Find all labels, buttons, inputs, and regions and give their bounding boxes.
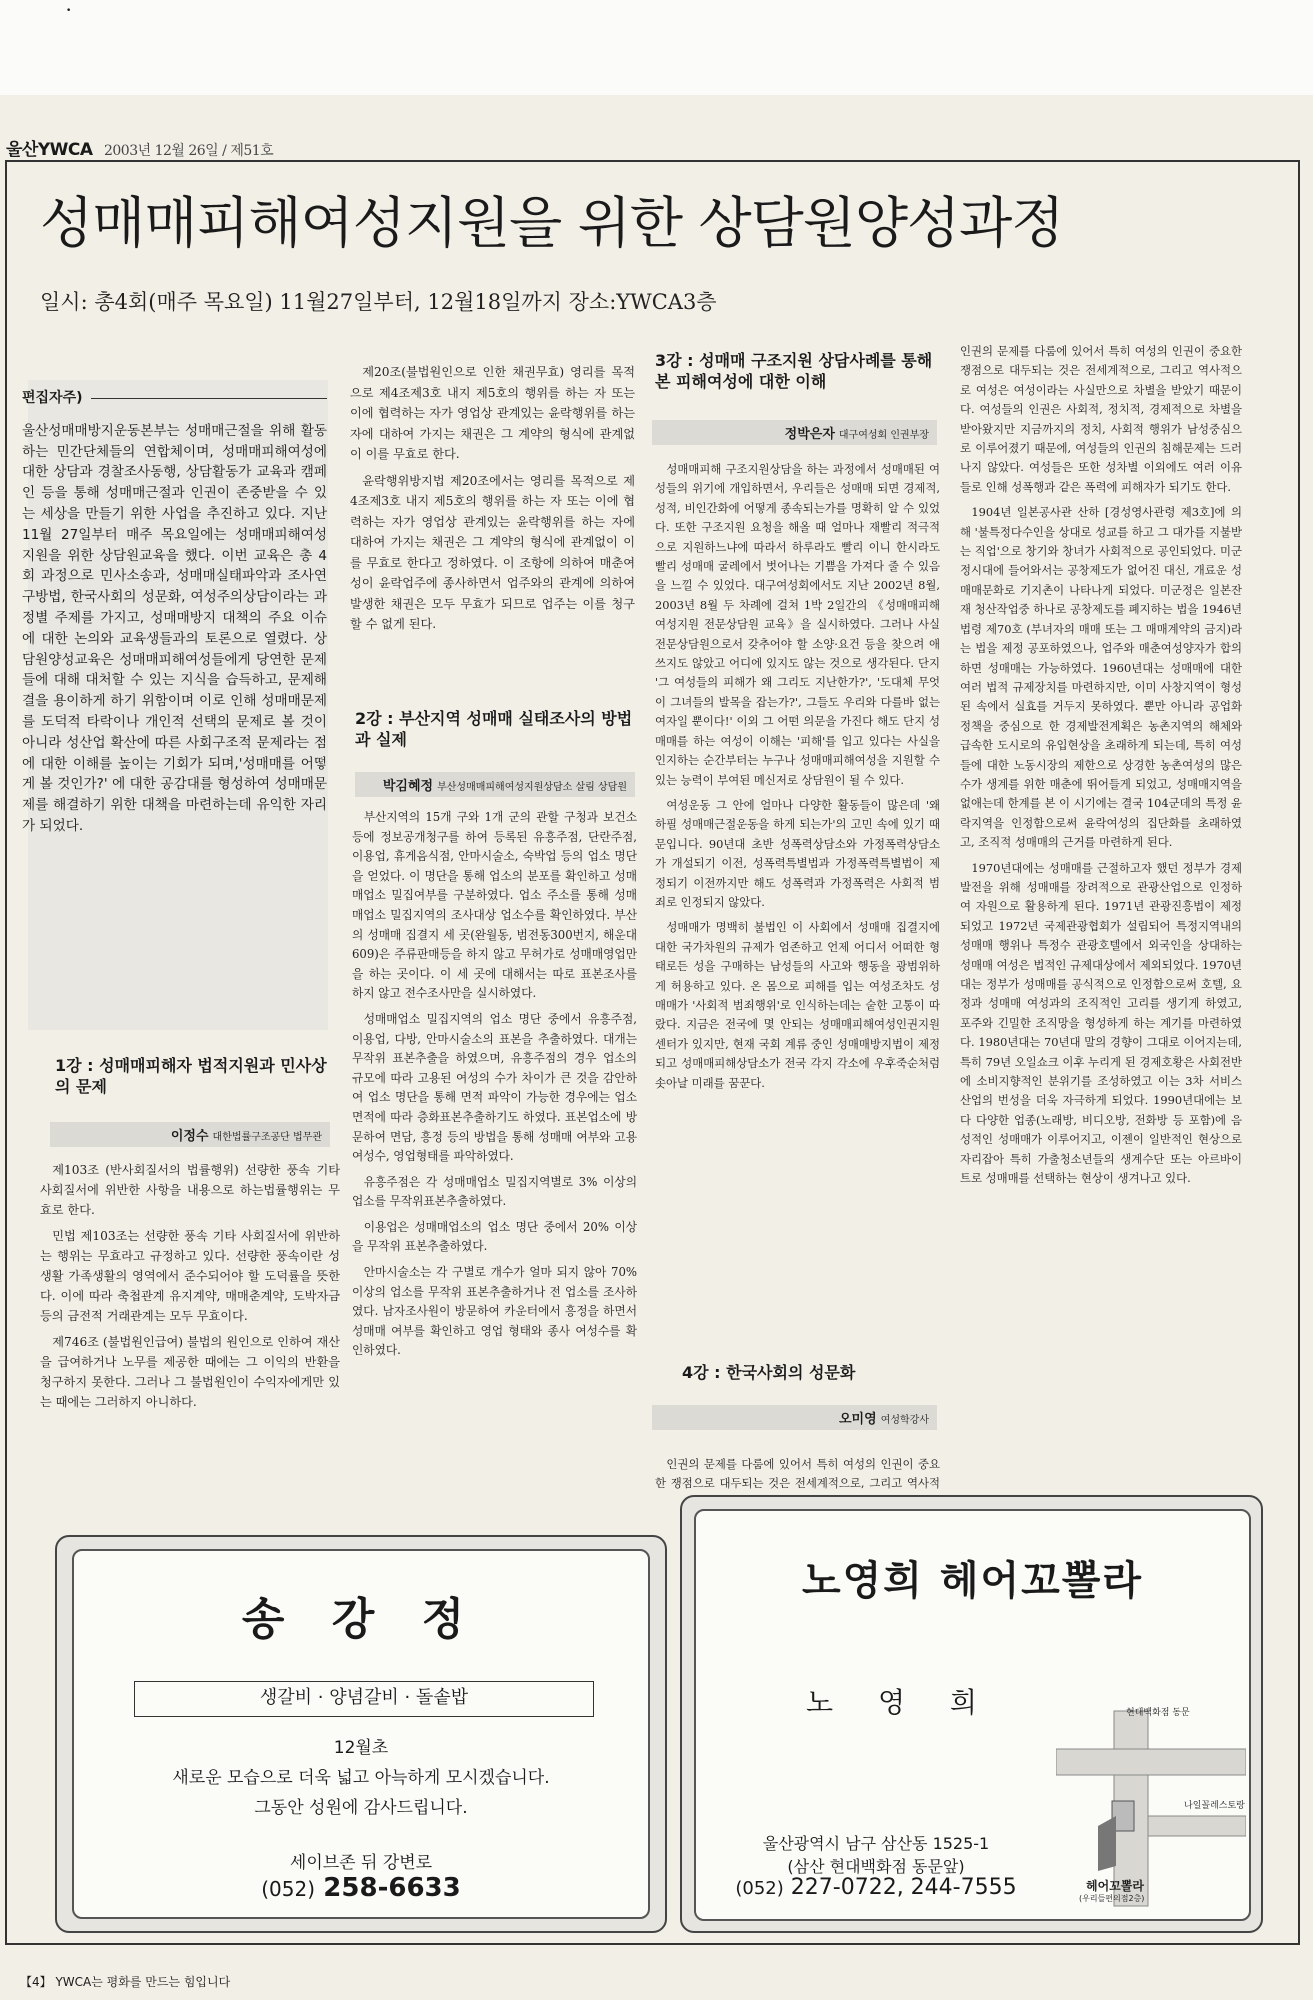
ad-address: 울산광역시 남구 삼산동 1525-1 — [762, 1834, 990, 1853]
lecture2-body — [352, 808, 637, 1367]
editor-note-body: 울산성매매방지운동본부는 성매매근절을 위해 활동하는 민간단체들의 연합체이며, 성매매피해여성에 대한 상담과 경찰조사동행, 상담활동가 교육과 캠페인 등을 통해 성매매근절과 인권이 존중받을 수 있는 세상을 만들기 위한 사업을 추진하고 있다. 지난 11월 27일부터 매주 목요일에는 성매매피해여성 지원을 위한 상담원교육을 했다. 이번 교육은 총 4회 과정으로 민사소송과, 성매매실태파악과 조사연구방법, 한국사회의 성문화, 여성주의상담이라는 과정별 주제를 가지고, 성매매방지 대책의 주요 이슈에 대한 논의와 교육생들과의 토론으로 열렸다. 상담원양성교육은 성매매피해여성들에게 당연한 문제들에 대해 대처할 수 있는 지식을 습득하고, 문제해결을 용이하게 하기 위함이며 이로 인해 성매매문제를 도덕적 타락이나 개인적 선택의 문제로 볼 것이 아니라 성산업 확산에 따른 사회구조적 문제라는 점에 대한 이해를 높이는 기회가 되며,'성매매를 어떻게 볼 것인가?' 에 대한 공감대를 형성하여 성매매문제를 해결하기 위한 대책을 마련하는데 유익한 자리가 되었다. — [22, 422, 328, 834]
paragraph: 성매매가 명백히 불법인 이 사회에서 성매매 집결지에 대한 국가차원의 규제가 엄존하고 언제 어디서 어떠한 형태로든 성을 구매하는 남성들의 사고와 행동을 광범위하게 허용하고 있다. 온 몸으로 피해를 입는 여성조차도 성매매가 '사회적 범죄행위'로 인식하는데는 숱한 고통이 따랐다. 지금은 전국에 몇 안되는 성매매피해여성인권지원센터가 있지만, 현재 국회 계류 중인 성매매방지법이 제정되고 성매매피해상담소가 전국 각지 각소에 우후죽순처럼 솟아날 미래를 꿈꾼다. — [655, 920, 940, 1090]
map-label-shop: 헤어꼬뽈라 — [1086, 1879, 1144, 1893]
paragraph: 부산지역의 15개 구와 1개 군의 관할 구청과 보건소 등에 정보공개청구를 하여 등록된 유흥주점, 단란주점, 이용업, 휴게음식점, 안마시술소, 숙박업 등의 업소 명단을 얻었다. 이 명단을 통해 업소의 분포를 확인하고 성매매업소 밀집여부를 구분하였다. 업소 주소를 통해 성매매업소 밀집지역의 조사대상 업소수를 확인하였다. 부산의 성매매 집결지 세 곳(완월동, 범전동300번지, 해운대609)은 주류판매등을 하지 않고 무허가로 성매매영업만을 하는 곳이다. 이 세 곳에 대해서는 따로 표본조사를 하지 않고 전수조사만을 실시하였다. — [352, 810, 637, 1001]
ad-inner-frame — [72, 1549, 650, 1919]
paragraph: 1904년 일본공사관 산하 [경성영사관령 제3호]에 의해 '불특정다수인을 상대로 성교를 하고 그 대가를 지불받는 직업'으로 창기와 창녀가 사회적으로 공인되었다. 미군정시대에 들어와서는 공창제도가 없어진 대신, 개료운 성매매문화로 기지촌이 나타나게 되었다. 미군정은 일본잔재 청산작업중 하나로 공창제도를 폐지하는 법을 1946년 법령 제70호 (부녀자의 매매 또는 그 매매계약의 금지)라는 법을 제정 공포하였으나, 업주와 매춘여성양자가 합의하면 성매매는 가능하였다. 1960년대는 성매매에 대한 여러 법적 규제장치를 마련하지만, 이미 사창지역이 형성된 속에서 실효를 거두지 못하였다. 뿐만 아니라 공업화 정책을 중심으로 한 경제발전계획은 농촌지역의 해체와 급속한 도시로의 유입현상을 초래하게 되는데, 특히 여성들에 대한 노동시장의 제한으로 상경한 농촌여성의 많은 수가 생계를 위한 매춘에 뛰어들게 되었고, 성매매지역을 없애는데 한계를 본 이 시기에는 결국 104군데의 특정 윤락지역을 인정함으로써 윤락여성의 집단화를 초래하였고, 조직적 성매매의 근거를 마련하게 된다. — [960, 505, 1242, 850]
divider — [91, 398, 328, 399]
footer-slogan: YWCA는 평화를 만드는 힘입니다 — [55, 1975, 231, 1989]
paragraph: 윤락행위방지법 제20조에서는 영리를 목적으로 제4조제3호 내지 제5호의 행위를 하는 자 또는 이에 협력하는 자가 영업상 관계있는 윤락행위를 하는 자에 대하여 가지는 채권은 그 계약의 형식에 관계없이 이를 무효로 한다고 정하였다. 이 조항에 의하여 매춘여성이 윤락업주에 종사하면서 업주와의 관계에 의하여 발생한 채권은 모두 무효가 되므로 업주는 이를 청구할 수 없게 된다. — [350, 473, 635, 631]
phone-number: 258-6633 — [323, 1873, 461, 1903]
ad-inner-frame — [694, 1509, 1251, 1921]
lecture1-title: 1강 : 성매매피해자 법적지원과 민사상의 문제 — [55, 1056, 327, 1096]
ad-address-detail: (삼산 현대백화점 동문앞) — [787, 1857, 965, 1876]
masthead — [6, 135, 273, 160]
scan-speck: • — [66, 6, 72, 16]
speaker-name: 박김혜정 — [382, 779, 434, 794]
paragraph: 인권의 문제를 다룸에 있어서 특히 여성의 인권이 중요한 쟁점으로 대두되는 것은 전세계적으로, 그리고 역사적 — [655, 1457, 940, 1491]
masthead-logo: 울산YWCA — [6, 140, 93, 160]
ad-owner-name: 노 영 희 — [806, 1686, 995, 1719]
paragraph: 제103조 (반사회질서의 법률행위) 선량한 풍속 기타 사회질서에 위반한 사항을 내용으로 하는법률행위는 무효로 한다. — [40, 1163, 340, 1217]
ad-notice-line2: 새로운 모습으로 더욱 넓고 아늑하게 모시겠습니다. — [172, 1768, 550, 1788]
ad-hair-salon — [680, 1495, 1263, 1933]
ad-songgangjeong — [55, 1535, 667, 1933]
ad-location: 세이브존 뒤 강변로 — [289, 1853, 433, 1873]
speaker-affiliation: 부산성매매피해여성지원상담소 살림 상담원 — [437, 782, 627, 793]
lecture1-body — [40, 1160, 340, 1418]
speaker-name: 정박은자 — [784, 427, 835, 442]
map-label-department-store: 현대백화점 동문 — [1126, 1708, 1190, 1718]
lecture4-speaker — [652, 1405, 937, 1430]
ad-phone — [716, 1875, 1036, 1900]
map-label-restaurant: 나일꼴레스토랑 — [1184, 1801, 1245, 1811]
paragraph: 성매매피해 구조지원상담을 하는 과정에서 성매매된 여성들의 위기에 개입하면서, 우리들은 성매매 되면 경제적, 성적, 비인간화에 어떻게 종속되는가를 명확히 알 수 있었다. 또한 구조지원 요청을 해올 때 얼마나 재빨리 적극적으로 지원하느냐에 따라서 하루라도 빨리 이니 한시라도 빨리 성매매 굴레에서 벗어나는 기쁨을 가져다 줄 수 있음을 느낄 수 있었다. 대구여성회에서도 지난 2002년 8월, 2003년 8월 두 차례에 걸쳐 1박 2일간의 《성매매피해여성지원 전문상담원 교육》을 실시하였다. 그러나 사실 전문상담원으로서 갖추어야 할 소양·요건 등을 찾으려 애쓰지도 않았고 어디에 있지도 않는 것으로 생각된다. 단지 '그 여성들의 피해가 왜 그리도 지난한가?', '도대체 무엇이 그녀들의 발목을 잡는가?', 그들도 우리와 다를바 없는 여자일 뿐이다!' 이외 그 어떤 의문을 가진다 해도 단지 성매매를 하는 여성이 이해는 '피해'를 입고 있다는 사실을 인지하는 순간부터는 누구나 성매매피해여성을 지원할 수 있는 능력이 부여된 메신저로 상담원이 될 수 있다. — [655, 462, 940, 787]
paragraph: 민법 제103조는 선량한 풍속 기타 사회질서에 위반하는 행위는 무효라고 규정하고 있다. 선량한 풍속이란 성생활 가족생활의 영역에서 준수되어야 할 도덕률을 뜻한다. 이에 따라 축첩관계 유지계약, 매매춘계약, 도박자금 등의 금전적 거래관계는 모두 무효이다. — [40, 1229, 340, 1323]
phone-number: 227-0722, 244-7555 — [790, 1875, 1017, 1900]
scan-margin — [0, 0, 1313, 95]
paragraph: 여성운동 그 안에 얼마나 다양한 활동들이 많은데 '왜 하필 성매매근절운동을 하게 되는가'의 고민 속에 있기 때문입니다. 90년대 초반 성폭력상담소와 가정폭력상담소가 개설되기 이전, 성폭력특별법과 가정폭력특별법이 제정되기 이전까지만 해도 성폭력과 가정폭력은 사회적 범죄로 인정되지 않았다. — [655, 797, 940, 909]
ad-restaurant-name: 송 강 정 — [241, 1594, 481, 1645]
page-number: 【4】 — [20, 1975, 52, 1989]
lecture4-body-continued — [960, 342, 1242, 1194]
lecture2-title: 2강 : 부산지역 성매매 실태조사의 방법과 실제 — [355, 709, 633, 749]
lecture4-title: 4강 : 한국사회의 성문화 — [682, 1363, 856, 1382]
paragraph: 성매매업소 밀집지역의 업소 명단 중에서 유흥주점, 이용업, 다방, 안마시술소의 표본을 추출하였다. 대개는 무작위 표본추출을 하였으며, 유흥주점의 경우 업소의 규모에 따라 고용된 여성의 수가 차이가 큰 것을 감안하여 업소 명단을 통해 면적 파악이 가능한 경우에는 업소 면적에 따라 층화표본추출하기도 하였다. 표본업소에 방문하여 면담, 흥정 등의 방법을 통해 성매매 여부와 고용 여성수, 영업형태를 파악하였다. — [352, 1011, 637, 1164]
paragraph: 제20조(불법원인으로 인한 채권무효) 영리를 목적으로 제4조제3호 내지 제5호의 행위를 하는 자 또는 이에 협력하는 자가 영업상 관계있는 윤락행위를 하는 자에 대하여 가지는 채권은 그 계약의 형식에 관계없이 이를 무효로 한다. — [350, 365, 635, 461]
event-info: 일시: 총4회(매주 목요일) 11월27일부터, 12월18일까지 장소:YWCA3층 — [40, 290, 717, 314]
ad-salon-name: 노영희 헤어꼬뽈라 — [801, 1557, 1144, 1604]
speaker-affiliation: 대구여성회 인권부장 — [838, 430, 929, 441]
paragraph: 인권의 문제를 다룸에 있어서 특히 여성의 인권이 중요한 쟁점으로 대두되는 것은 전세계적으로, 그리고 역사적으로 여성은 여성이라는 사실만으로 차별을 받았기 때문이다. 여성들의 인권은 사회적, 정치적, 경제적으로 차별을 받아왔지만 지금까지의 정치, 사회적 행위가 남성중심으로 이루어졌기 때문에, 여성들의 인권의 침해문제는 드러나지 않았다. 여성들은 또한 성차별 이외에도 여러 이유들로 인해 성폭행과 같은 폭력에 피해자가 되기도 한다. — [960, 344, 1242, 494]
lecture3-title: 3강 : 성매매 구조지원 상담사례를 통해 본 피해여성에 대한 이해 — [655, 351, 933, 391]
speaker-name: 이정수 — [170, 1129, 209, 1144]
masthead-meta: 2003년 12월 26일 / 제51호 — [103, 143, 274, 159]
phone-prefix: (052) — [261, 1877, 316, 1901]
speaker-affiliation: 여성학강사 — [880, 1415, 929, 1426]
speaker-affiliation: 대한법률구조공단 법무관 — [212, 1132, 322, 1143]
page-footer — [20, 1973, 230, 1990]
paragraph: 안마시술소는 각 구별로 개수가 얼마 되지 않아 70% 이상의 업소를 무작위 표본추출하거나 전 업소를 조사하였다. 남자조사원이 방문하여 카운터에서 흥정을 하면서 성매매 여부를 확인하고 영업 형태와 종사 여성수를 확인하였다. — [352, 1265, 637, 1358]
ad-phone — [74, 1873, 648, 1903]
lecture3-body — [655, 460, 940, 1099]
ad-notice-line1: 12월초 — [333, 1738, 389, 1758]
ad-menu: 생갈비 · 양념갈비 · 돌솥밥 — [134, 1681, 594, 1717]
ad-notice-line3: 그동안 성원에 감사드립니다. — [254, 1798, 468, 1818]
lecture2-speaker — [355, 772, 635, 797]
paragraph: 유흥주점은 각 성매매업소 밀집지역별로 3% 이상의 업소를 무작위표본추출하였다. — [352, 1174, 637, 1209]
editor-note-title: 편집자주) — [22, 390, 83, 406]
map-label-shop-sub: (우리들편의점2층) — [1079, 1894, 1145, 1903]
speaker-name: 오미영 — [839, 1412, 877, 1427]
paragraph: 제746조 (불법원인급여) 불법의 원인으로 인하여 재산을 급여하거나 노무를 제공한 때에는 그 이익의 반환을 청구하지 못한다. 그러나 그 불법원인이 수익자에게만 있는 때에는 그러하지 아니하다. — [40, 1335, 340, 1409]
paragraph: 1970년대에는 성매매를 근절하고자 했던 정부가 경제발전을 위해 성매매를 장려적으로 관광산업으로 인정하여 자원으로 활용하게 된다. 1971년 관광진흥법이 제정되었고 1972년 국제관광협회가 설립되어 특정지역내의 성매매 행위나 특정수 관광호텔에서 외국인을 상대하는 성매매 여성은 법적인 규제대상에서 제외되었다. 1970년대는 정부가 성매매를 공식적으로 인정함으로써 호텔, 요정과 성매매 여성과의 조직적인 고리를 생기게 하였고, 포주와 긴밀한 조직망을 형성하게 하는 계기를 마련하였다. 1980년대는 70년대 말의 경향이 그대로 이어지는데, 특히 79년 오일쇼크 이후 누리게 된 경제호황은 사회전반에 소비지향적인 분위기를 조성하였고 이는 3차 서비스 산업의 번성을 더욱 자극하게 되었다. 1990년대에는 보다 다양한 업종(노래방, 비디오방, 전화방 등 포함)에 음성적인 성매매가 이루어지고, 이젠이 일반적인 현상으로 자리잡아 특히 가출청소년들의 생계수단 또는 아르바이트로 성매매를 선택하는 현상이 생겨나고 있다. — [960, 860, 1242, 1186]
editor-note — [22, 388, 327, 837]
column2-body — [350, 362, 635, 641]
headline: 성매매피해여성지원을 위한 상담원양성과정 — [40, 191, 1064, 255]
phone-prefix: (052) — [735, 1878, 784, 1899]
lecture3-speaker — [652, 420, 937, 445]
paragraph: 이용업은 성매매업소의 업소 명단 중에서 20% 이상을 무작위 표본추출하였다. — [352, 1219, 637, 1254]
editor-note-title-row — [22, 388, 327, 409]
lecture1-speaker — [50, 1122, 330, 1147]
